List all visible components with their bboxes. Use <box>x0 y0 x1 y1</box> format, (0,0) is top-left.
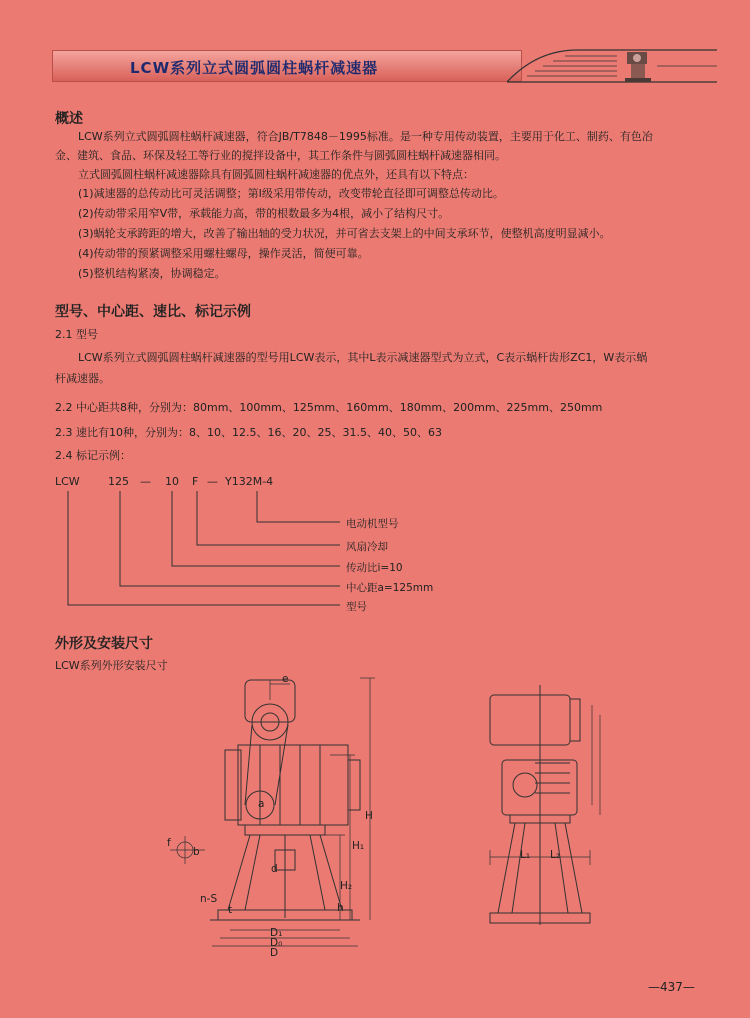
dim-nS: n-S <box>200 893 218 905</box>
overview-point-2: (2)传动带采用窄V带，承载能力高，带的根数最多为4根，减小了结构尺寸。 <box>78 207 450 220</box>
overview-para1-line2: 金、建筑、食品、环保及轻工等行业的搅拌设备中，其工作条件与圆弧圆柱蜗杆减速器相同。 <box>55 149 506 162</box>
section-2-4: 2.4 标记示例： <box>55 449 131 462</box>
dim-L2: L₂ <box>550 849 561 861</box>
dim-f: f <box>167 837 171 849</box>
label-center-distance: 中心距a=125mm <box>346 582 434 594</box>
overview-heading: 概述 <box>55 111 83 127</box>
label-motor-type: 电动机型号 <box>346 518 399 530</box>
code-center-distance: 125 <box>108 475 129 488</box>
code-dash-1: — <box>140 475 151 488</box>
code-cooling: F <box>192 475 199 488</box>
page-title: LCW系列立式圆弧圆柱蜗杆减速器 <box>130 59 379 77</box>
install-subheading: LCW系列外形安装尺寸 <box>55 659 168 672</box>
dim-a: a <box>258 798 265 810</box>
overview-point-4: (4)传动带的预紧调整采用螺柱螺母，操作灵活，简便可靠。 <box>78 247 369 260</box>
code-ratio: 10 <box>165 475 179 488</box>
side-view-drawing <box>480 685 610 935</box>
section-2-1-line2: 杆减速器。 <box>55 372 110 385</box>
overview-para1-line1: LCW系列立式圆弧圆柱蜗杆减速器，符合JB/T7848－1995标准。是一种专用传动装置，主要用于化工、制药、有色冶 <box>78 130 653 143</box>
label-fan-cooling: 风扇冷却 <box>346 541 388 553</box>
section-2-1-line1: LCW系列立式圆弧圆柱蜗杆减速器的型号用LCW表示，其中L表示减速器型式为立式，C表示蜗杆齿形ZC1，W表示蜗 <box>78 351 648 364</box>
section-2-1-title: 2.1 型号 <box>55 328 98 341</box>
page-number: —437— <box>648 980 695 994</box>
dim-e: e <box>282 673 289 685</box>
dim-H: H <box>365 810 373 822</box>
code-motor: Y132M-4 <box>225 475 274 488</box>
section-2-2: 2.2 中心距共8种，分别为：80mm、100mm、125mm、160mm、180mm、200mm、225mm、250mm <box>55 401 603 414</box>
dim-h: h <box>337 902 344 914</box>
front-view-drawing <box>150 670 390 970</box>
section-2-3: 2.3 速比有10种，分别为：8、10、12.5、16、20、25、31.5、40、50、63 <box>55 426 442 439</box>
overview-para2: 立式圆弧圆柱蜗杆减速器除具有圆弧圆柱蜗杆减速器的优点外，还具有以下特点： <box>78 168 474 181</box>
code-dash-2: — <box>207 475 218 488</box>
overview-point-1: (1)减速器的总传动比可灵活调整；第Ⅰ级采用带传动，改变带轮直径即可调整总传动比。 <box>78 187 504 200</box>
dim-d: d <box>271 863 278 875</box>
dim-L1: L₁ <box>520 849 531 861</box>
code-model: LCW <box>55 475 80 488</box>
model-heading: 型号、中心距、速比、标记示例 <box>55 304 251 320</box>
dim-D: D <box>270 947 279 959</box>
overview-point-3: (3)蜗轮支承跨距的增大，改善了输出轴的受力状况，并可省去支架上的中间支承环节，使整机高度明显减小。 <box>78 227 611 240</box>
dim-t: t <box>228 904 233 916</box>
dim-b: b <box>193 846 200 858</box>
dim-H2: H₂ <box>340 880 353 892</box>
install-heading: 外形及安装尺寸 <box>55 636 153 652</box>
dim-H1: H₁ <box>352 840 365 852</box>
label-ratio: 传动比i=10 <box>346 562 403 574</box>
dim-D1: D₁ <box>270 927 283 939</box>
overview-point-5: (5)整机结构紧凑，协调稳定。 <box>78 267 226 280</box>
label-model: 型号 <box>346 601 367 613</box>
dim-D0: D₀ <box>270 937 283 949</box>
